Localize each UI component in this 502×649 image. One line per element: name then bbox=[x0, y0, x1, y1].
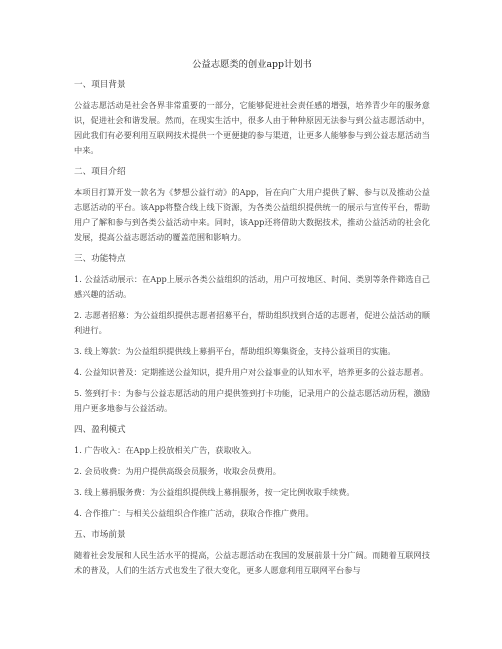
revenue-item: 4. 合作推广：与相关公益组织合作推广活动，获取合作推广费用。 bbox=[74, 508, 314, 518]
section-heading-intro: 二、项目介绍 bbox=[74, 167, 126, 177]
section-heading-background: 一、项目背景 bbox=[74, 80, 126, 90]
feature-item: 4. 公益知识普及：定期推送公益知识，提升用户对公益事业的认知水平，培养更多的公益志愿者。 bbox=[74, 367, 429, 377]
section-paragraph-background: 公益志愿活动是社会各界非常重要的一部分，它能够促进社会责任感的增强，培养青少年的服务意识，促进社会和谐发展。然而，在现实生活中，很多人由于种种原因无法参与到公益志愿活动中，因此我们有必要利用互联网技术提供一个更便捷的参与渠道，让更多人能够参与到公益志愿活动当中来。 bbox=[74, 100, 430, 155]
document-page bbox=[74, 58, 430, 578]
section-paragraph-intro: 本项目打算开发一款名为《梦想公益行动》的App，旨在向广大用户提供了解、参与以及推动公益志愿活动的平台。该App将整合线上线下资源，为各类公益组织提供统一的展示与宣传平台，帮助用户了解和参与到各类公益活动中来。同时，该App还将借助大数据技术，推动公益活动的社会化发展，提高公益志愿活动的覆盖范围和影响力。 bbox=[74, 187, 430, 242]
revenue-item: 1. 广告收入：在App上投放相关广告，获取收入。 bbox=[74, 445, 257, 455]
feature-item: 1. 公益活动展示：在App上展示各类公益组织的活动，用户可按地区、时间、类别等条件筛选自己感兴趣的活动。 bbox=[74, 274, 430, 299]
section-paragraph-market: 随着社会发展和人民生活水平的提高，公益志愿活动在我国的发展前景十分广阔。而随着互联网技术的普及，人们的生活方式也发生了很大变化，更多人愿意利用互联网平台参与 bbox=[74, 550, 430, 575]
feature-item: 3. 线上筹款：为公益组织提供线上募捐平台，帮助组织筹集资金，支持公益项目的实施。 bbox=[74, 346, 396, 356]
document-title: 公益志愿类的创业app计划书 bbox=[192, 59, 312, 70]
feature-item: 5. 签到打卡：为参与公益志愿活动的用户提供签到打卡功能，记录用户的公益志愿活动历程，激励用户更多地参与公益活动。 bbox=[74, 388, 430, 413]
section-heading-market: 五、市场前景 bbox=[74, 530, 126, 540]
feature-item: 2. 志愿者招募：为公益组织提供志愿者招募平台，帮助组织找到合适的志愿者，促进公益活动的顺利进行。 bbox=[74, 310, 430, 335]
section-heading-revenue: 四、盈利模式 bbox=[74, 425, 126, 435]
section-heading-features: 三、功能特点 bbox=[74, 254, 126, 264]
revenue-item: 2. 会员收费：为用户提供高级会员服务，收取会员费用。 bbox=[74, 466, 281, 476]
revenue-item: 3. 线上募捐服务费：为公益组织提供线上募捐服务，按一定比例收取手续费。 bbox=[74, 487, 355, 497]
